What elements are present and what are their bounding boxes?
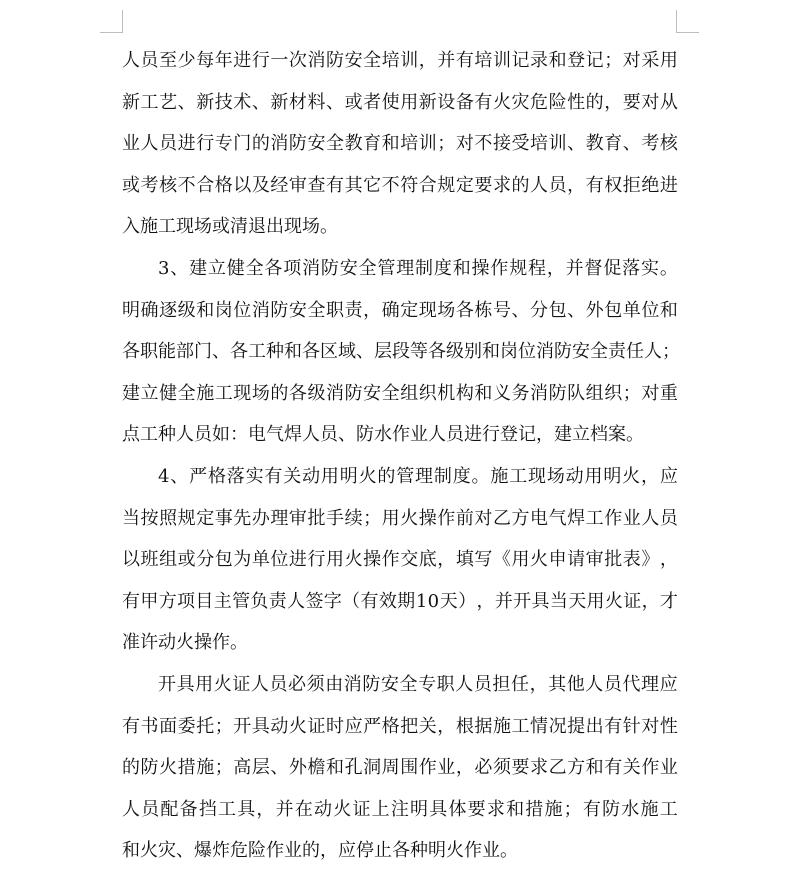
paragraph-line: 建 立 健 全 施 工 现 场 的 各 级 消 防 安 全 组 织 机 构 和 义 务 消 防 队 组 织 ； 对 重 (122, 382, 678, 404)
paragraph-line: 各 职 能 部 门 、 各 工 种 和 各 区 域 、 层 段 等 各 级 别 和 岗 位 消 防 安 全 责 任 人 ； (122, 341, 680, 363)
paragraph-line: 人 员 配 备 挡 工 具 ， 并 在 动 火 证 上 注 明 具 体 要 求 和 措 施 ； 有 防 水 施 工 (122, 798, 678, 820)
paragraph-line: 准许动火操作。 (122, 632, 248, 654)
page-corner-mark-top-left (100, 10, 123, 33)
paragraph (122, 40, 678, 248)
paragraph-line: 当 按 照 规 定 事 先 办 理 审 批 手 续 ； 用 火 操 作 前 对 乙 方 电 气 焊 工 作 业 人 员 (122, 507, 678, 529)
paragraph-line: 4 、 严 格 落 实 有 关 动 用 明 火 的 管 理 制 度 。 施 工 现 场 动 用 明 火 ， 应 (158, 465, 678, 487)
paragraph (122, 248, 678, 456)
paragraph-line: 或 考 核 不 合 格 以 及 经 审 查 有 其 它 不 符 合 规 定 要 求 的 人 员 ， 有 权 拒 绝 进 (122, 174, 678, 196)
paragraph-line: 入施工现场或清退出现场。 (122, 216, 338, 238)
paragraph-line: 业 人 员 进 行 专 门 的 消 防 安 全 教 育 和 培 训 ； 对 不 接 受 培 训 、 教 育 、 考 核 (122, 133, 678, 155)
paragraph (122, 664, 678, 872)
paragraph-line: 有 甲 方 项 目 主 管 负 责 人 签 字 （ 有 效 期 1 0 天 ） ， 并 开 具 当 天 用 火 证 ， 才 (122, 590, 678, 612)
paragraph-line: 开 具 用 火 证 人 员 必 须 由 消 防 安 全 专 职 人 员 担 任 ， 其 他 人 员 代 理 应 (158, 673, 678, 695)
paragraph-line: 的 防 火 措 施 ； 高 层 、 外 檐 和 孔 洞 周 围 作 业 ， 必 须 要 求 乙 方 和 有 关 作 业 (122, 757, 678, 779)
paragraph-line: 明 确 逐 级 和 岗 位 消 防 安 全 职 责 ， 确 定 现 场 各 栋 号 、 分 包 、 外 包 单 位 和 (122, 299, 678, 321)
paragraph (122, 456, 678, 664)
paragraph-line: 有 书 面 委 托 ； 开 具 动 火 证 时 应 严 格 把 关 ， 根 据 施 工 情 况 提 出 有 针 对 性 (122, 715, 678, 737)
page-corner-mark-top-right (676, 10, 699, 33)
paragraph-line: 人 员 至 少 每 年 进 行 一 次 消 防 安 全 培 训 ， 并 有 培 训 记 录 和 登 记 ； 对 采 用 (122, 50, 678, 71)
paragraph-line: 以 班 组 或 分 包 为 单 位 进 行 用 火 操 作 交 底 ， 填 写 《 用 火 申 请 审 批 表 》 ， (122, 549, 678, 571)
paragraph-line: 3 、 建 立 健 全 各 项 消 防 安 全 管 理 制 度 和 操 作 规 程 ， 并 督 促 落 实 。 (158, 257, 678, 279)
paragraph-line: 新 工 艺 、 新 技 术 、 新 材 料 、 或 者 使 用 新 设 备 有 火 灾 危 险 性 的 ， 要 对 从 (122, 91, 678, 113)
paragraph-line: 点工种人员如：电气焊人员、防水作业人员进行登记，建立档案。 (122, 424, 644, 446)
paragraph-line: 和火灾、爆炸危险作业的，应停止各种明火作业。 (122, 840, 518, 862)
document-body (122, 40, 678, 872)
